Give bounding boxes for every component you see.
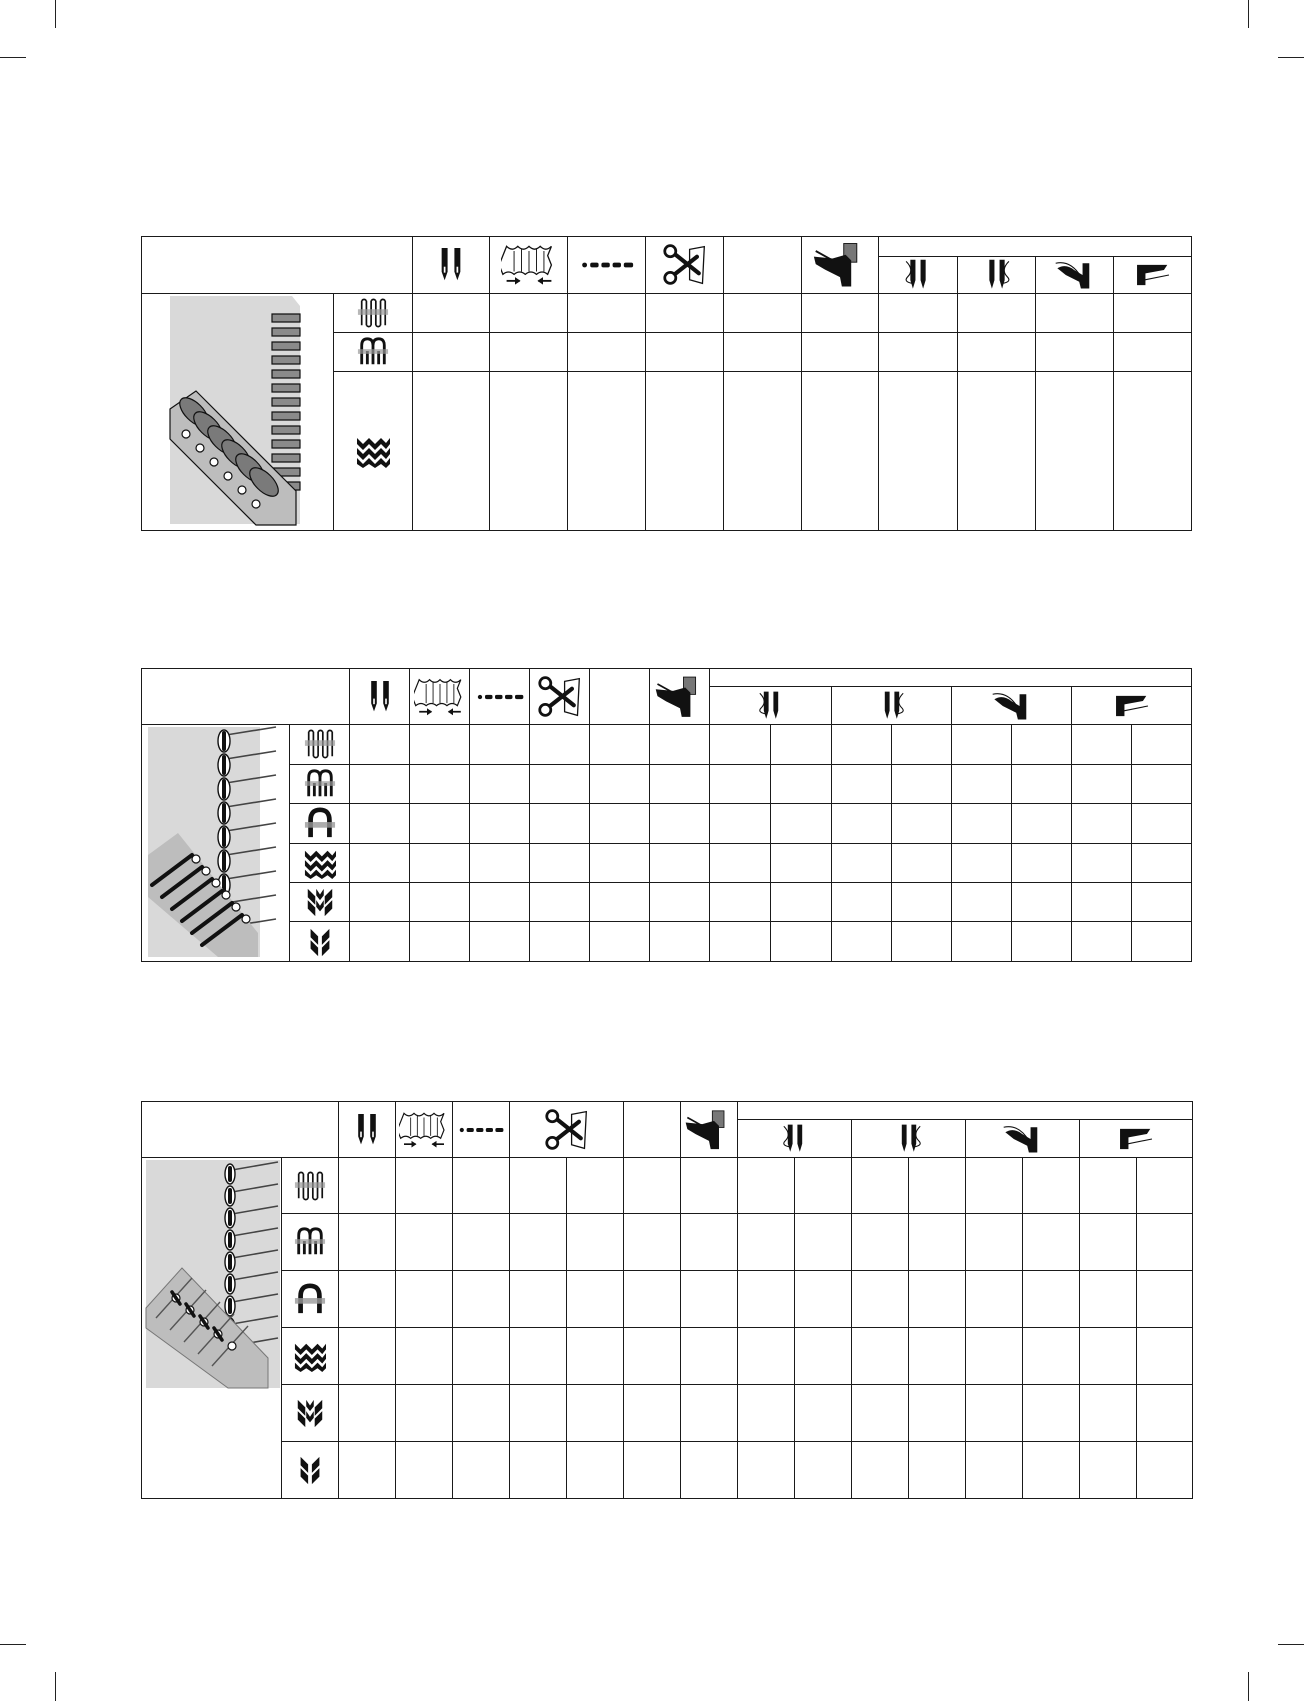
table-cell [396, 1271, 453, 1328]
table-cell [771, 882, 832, 921]
thread-tension-group-header [879, 237, 1192, 257]
fine-knit-fabric-icon [334, 294, 413, 333]
lower-looper-thread-icon [1072, 687, 1192, 725]
table-cell [413, 333, 490, 372]
table-cell [350, 804, 410, 843]
table-cell [567, 1385, 624, 1442]
table-cell [1080, 1442, 1137, 1499]
table-cell [1012, 843, 1072, 882]
upper-looper-thread-icon [966, 1120, 1080, 1158]
table-cell [1072, 764, 1132, 803]
table-cell [1080, 1214, 1137, 1271]
table-cell [1132, 804, 1192, 843]
table-cell [1132, 922, 1192, 962]
table-cell [453, 1214, 510, 1271]
presser-foot-icon [650, 669, 710, 725]
table-cell [771, 725, 832, 764]
right-needle-thread-icon [852, 1120, 966, 1158]
right-needle-thread-icon [958, 257, 1036, 294]
table-cell [892, 725, 952, 764]
table-cell [710, 843, 771, 882]
table-cell [832, 843, 892, 882]
table-cell [852, 1214, 909, 1271]
table-cell [624, 1158, 681, 1214]
table-cell [952, 725, 1012, 764]
table-cell [567, 1442, 624, 1499]
table-cell [1137, 1328, 1193, 1385]
table-cell [1080, 1385, 1137, 1442]
table-cell [795, 1214, 852, 1271]
table-cell [892, 922, 952, 962]
table-cell [879, 372, 958, 531]
table-cell [624, 1214, 681, 1271]
table-cell [510, 1328, 567, 1385]
table-cell [832, 804, 892, 843]
table-cell [1114, 294, 1192, 333]
table-corner [142, 1102, 339, 1158]
table-cell [650, 843, 710, 882]
table-cell [490, 333, 568, 372]
table-cell [510, 1271, 567, 1328]
table-cell [1023, 1158, 1080, 1214]
single-loop-fabric-icon [282, 1271, 339, 1328]
table-cell [396, 1385, 453, 1442]
table-cell [852, 1442, 909, 1499]
heavy-knit-fabric-icon [334, 372, 413, 531]
crop-mark [1248, 1672, 1249, 1701]
table-cell [724, 372, 802, 531]
table-cell [1023, 1328, 1080, 1385]
four-thread-overlock-illustration-icon [142, 294, 334, 531]
crop-mark [0, 57, 26, 58]
table-cell [1137, 1214, 1193, 1271]
table-cell [350, 882, 410, 921]
single-v-fabric-icon [282, 1442, 339, 1499]
table-cell [453, 1442, 510, 1499]
table-cell [852, 1385, 909, 1442]
dashed-stitch-icon [453, 1102, 510, 1158]
table-cell [339, 1158, 396, 1214]
single-loop-fabric-icon [290, 804, 350, 843]
table-cell [795, 1271, 852, 1328]
table-cell [590, 843, 650, 882]
heavy-knit-fabric-icon [282, 1328, 339, 1385]
table-cell [413, 294, 490, 333]
table-cell [590, 764, 650, 803]
table-cell [852, 1158, 909, 1214]
table-cell [1072, 922, 1132, 962]
table-cell [909, 1328, 966, 1385]
table-cell [1132, 725, 1192, 764]
left-needle-thread-icon [738, 1120, 852, 1158]
twin-needle-icon [413, 237, 490, 294]
table-cell [646, 294, 724, 333]
double-v-fabric-icon [290, 882, 350, 921]
table-cell [568, 372, 646, 531]
table-cell [966, 1385, 1023, 1442]
table-cell [1012, 725, 1072, 764]
table-cell [738, 1385, 795, 1442]
crop-mark [0, 1644, 26, 1645]
table-cell [681, 1158, 738, 1214]
table-cell [650, 725, 710, 764]
table-cell [738, 1271, 795, 1328]
table-cell [470, 804, 530, 843]
table-cell [470, 843, 530, 882]
table-cell [339, 1214, 396, 1271]
table-cell [413, 372, 490, 531]
table-cell [453, 1271, 510, 1328]
table-cell [453, 1328, 510, 1385]
table-cell [1114, 372, 1192, 531]
table-cell [1023, 1442, 1080, 1499]
table-cell [1137, 1271, 1193, 1328]
table-cell [590, 725, 650, 764]
table-cell [1080, 1271, 1137, 1328]
table-cell [650, 922, 710, 962]
table-cell [470, 725, 530, 764]
table-cell [1036, 294, 1114, 333]
header-cell [590, 669, 650, 725]
table-cell [1137, 1442, 1193, 1499]
table-cell [624, 1271, 681, 1328]
table-cell [802, 294, 879, 333]
table-cell [710, 764, 771, 803]
table-cell [350, 725, 410, 764]
table-cell [510, 1442, 567, 1499]
table-cell [966, 1271, 1023, 1328]
table-cell [530, 764, 590, 803]
settings-table-3 [141, 1101, 1193, 1499]
table-cell [952, 764, 1012, 803]
crop-mark [1278, 57, 1304, 58]
table-cell [590, 882, 650, 921]
table-cell [681, 1214, 738, 1271]
table-cell [530, 882, 590, 921]
table-cell [646, 333, 724, 372]
heavy-knit-fabric-icon [290, 843, 350, 882]
table-cell [396, 1158, 453, 1214]
table-cell [396, 1214, 453, 1271]
table-cell [802, 333, 879, 372]
crop-mark [1278, 1644, 1304, 1645]
table-cell [1012, 764, 1072, 803]
table-cell [650, 764, 710, 803]
upper-looper-thread-icon [952, 687, 1072, 725]
table-cell [590, 922, 650, 962]
table-cell [470, 882, 530, 921]
scissors-icon [646, 237, 724, 294]
table-cell [1072, 843, 1132, 882]
left-needle-thread-icon [879, 257, 958, 294]
table-cell [724, 294, 802, 333]
table-cell [795, 1328, 852, 1385]
table-cell [410, 804, 470, 843]
table-cell [510, 1214, 567, 1271]
thread-tension-group-header [738, 1102, 1193, 1120]
table-cell [771, 843, 832, 882]
table-cell [681, 1328, 738, 1385]
lower-looper-thread-icon [1114, 257, 1192, 294]
table-cell [567, 1328, 624, 1385]
table-cell [892, 764, 952, 803]
table-cell [1012, 804, 1072, 843]
gathered-fabric-icon [410, 669, 470, 725]
table-cell [1080, 1328, 1137, 1385]
three-thread-narrow-overlock-illustration-icon [142, 1158, 282, 1499]
dashed-stitch-icon [470, 669, 530, 725]
scissors-icon [510, 1102, 624, 1158]
table-cell [1072, 882, 1132, 921]
table-cell [952, 922, 1012, 962]
table-cell [724, 333, 802, 372]
table-cell [470, 764, 530, 803]
table-cell [909, 1214, 966, 1271]
table-cell [530, 725, 590, 764]
table-cell [396, 1328, 453, 1385]
table-cell [738, 1328, 795, 1385]
table-cell [738, 1158, 795, 1214]
upper-looper-thread-icon [1036, 257, 1114, 294]
table-cell [958, 372, 1036, 531]
twin-needle-icon [339, 1102, 396, 1158]
double-v-fabric-icon [282, 1385, 339, 1442]
table-cell [795, 1442, 852, 1499]
table-cell [650, 804, 710, 843]
table-cell [453, 1385, 510, 1442]
table-cell [738, 1214, 795, 1271]
medium-knit-fabric-icon [334, 333, 413, 372]
scissors-icon [530, 669, 590, 725]
table-cell [909, 1385, 966, 1442]
table-cell [966, 1214, 1023, 1271]
table-cell [832, 922, 892, 962]
table-cell [410, 882, 470, 921]
table-cell [1072, 804, 1132, 843]
table-cell [1137, 1385, 1193, 1442]
table-cell [1036, 372, 1114, 531]
table-cell [952, 804, 1012, 843]
fine-knit-fabric-icon [282, 1158, 339, 1214]
presser-foot-icon [681, 1102, 738, 1158]
table-cell [568, 333, 646, 372]
table-cell [909, 1271, 966, 1328]
table-corner [142, 237, 413, 294]
table-cell [1132, 764, 1192, 803]
table-cell [892, 804, 952, 843]
table-cell [738, 1442, 795, 1499]
fine-knit-fabric-icon [290, 725, 350, 764]
table-cell [958, 333, 1036, 372]
table-cell [966, 1328, 1023, 1385]
table-cell [681, 1442, 738, 1499]
table-cell [1080, 1158, 1137, 1214]
table-cell [832, 764, 892, 803]
table-cell [681, 1271, 738, 1328]
table-cell [530, 804, 590, 843]
right-needle-thread-icon [832, 687, 952, 725]
table-cell [1023, 1271, 1080, 1328]
thread-tension-group-header [710, 669, 1192, 687]
table-cell [410, 922, 470, 962]
table-cell [410, 764, 470, 803]
table-cell [530, 843, 590, 882]
table-cell [952, 882, 1012, 921]
table-cell [1023, 1385, 1080, 1442]
medium-knit-fabric-icon [282, 1214, 339, 1271]
table-cell [771, 922, 832, 962]
settings-table-2 [141, 668, 1192, 962]
table-cell [339, 1271, 396, 1328]
table-cell [350, 843, 410, 882]
table-cell [952, 843, 1012, 882]
table-cell [795, 1385, 852, 1442]
dashed-stitch-icon [568, 237, 646, 294]
table-cell [1114, 333, 1192, 372]
table-cell [1036, 333, 1114, 372]
table-cell [879, 294, 958, 333]
table-cell [1132, 843, 1192, 882]
header-cell [724, 237, 802, 294]
table-cell [490, 372, 568, 531]
table-cell [710, 725, 771, 764]
table-cell [710, 882, 771, 921]
table-cell [350, 764, 410, 803]
table-cell [339, 1442, 396, 1499]
table-cell [771, 764, 832, 803]
table-cell [339, 1385, 396, 1442]
table-cell [1137, 1158, 1193, 1214]
table-cell [892, 843, 952, 882]
table-cell [567, 1158, 624, 1214]
table-cell [410, 725, 470, 764]
table-cell [410, 843, 470, 882]
table-cell [710, 804, 771, 843]
table-cell [396, 1442, 453, 1499]
table-cell [852, 1328, 909, 1385]
table-cell [470, 922, 530, 962]
left-needle-thread-icon [710, 687, 832, 725]
table-cell [1012, 882, 1072, 921]
table-cell [624, 1328, 681, 1385]
table-cell [339, 1328, 396, 1385]
table-cell [1012, 922, 1072, 962]
table-cell [909, 1442, 966, 1499]
table-cell [510, 1158, 567, 1214]
table-cell [852, 1271, 909, 1328]
settings-table-1 [141, 236, 1192, 531]
table-cell [567, 1214, 624, 1271]
table-cell [966, 1158, 1023, 1214]
table-cell [624, 1442, 681, 1499]
table-cell [832, 725, 892, 764]
table-cell [624, 1385, 681, 1442]
table-cell [1072, 725, 1132, 764]
table-cell [568, 294, 646, 333]
table-cell [771, 804, 832, 843]
crop-mark [1248, 0, 1249, 28]
table-cell [567, 1271, 624, 1328]
table-cell [530, 922, 590, 962]
table-cell [1023, 1214, 1080, 1271]
table-cell [350, 922, 410, 962]
table-cell [453, 1158, 510, 1214]
gathered-fabric-icon [396, 1102, 453, 1158]
table-cell [832, 882, 892, 921]
table-cell [1132, 882, 1192, 921]
crop-mark [55, 0, 56, 28]
table-cell [802, 372, 879, 531]
gathered-fabric-icon [490, 237, 568, 294]
header-cell [624, 1102, 681, 1158]
presser-foot-icon [802, 237, 879, 294]
table-cell [909, 1158, 966, 1214]
table-cell [710, 922, 771, 962]
single-v-fabric-icon [290, 922, 350, 962]
table-cell [795, 1158, 852, 1214]
table-cell [892, 882, 952, 921]
medium-knit-fabric-icon [290, 764, 350, 803]
crop-mark [55, 1672, 56, 1701]
twin-needle-icon [350, 669, 410, 725]
table-cell [966, 1442, 1023, 1499]
three-thread-wide-overlock-illustration-icon [142, 725, 290, 962]
table-cell [590, 804, 650, 843]
table-corner [142, 669, 350, 725]
table-cell [646, 372, 724, 531]
table-cell [681, 1385, 738, 1442]
table-cell [879, 333, 958, 372]
table-cell [650, 882, 710, 921]
table-cell [510, 1385, 567, 1442]
lower-looper-thread-icon [1080, 1120, 1193, 1158]
table-cell [490, 294, 568, 333]
table-cell [958, 294, 1036, 333]
